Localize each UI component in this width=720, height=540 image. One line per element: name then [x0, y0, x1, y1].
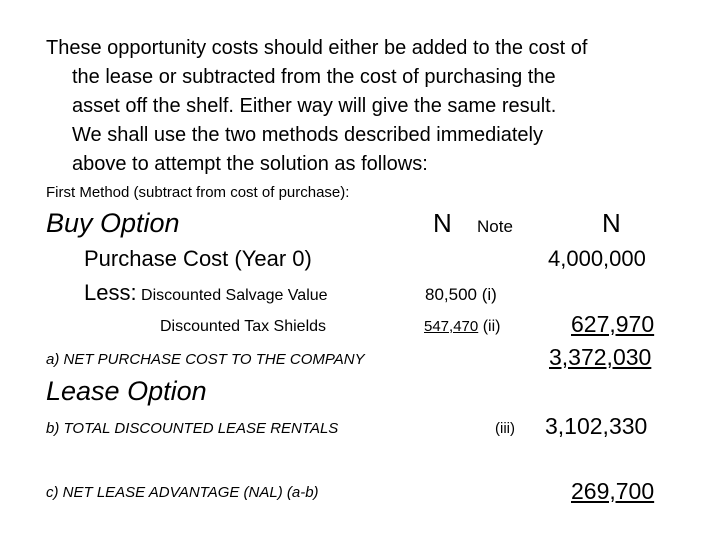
tax-shields-label: Discounted Tax Shields [160, 318, 327, 335]
column-n-right: N [602, 208, 621, 238]
intro-line: asset off the shelf. Either way will give the same result. [72, 95, 557, 117]
tax-shields-row [424, 318, 500, 336]
purchase-cost-value: 4,000,000 [548, 246, 646, 271]
intro-line: These opportunity costs should either be added to the cost of [46, 37, 588, 59]
column-n-mid: N [433, 208, 452, 238]
lease-rentals-label: b) TOTAL DISCOUNTED LEASE RENTALS [46, 420, 339, 437]
purchase-cost-label: Purchase Cost (Year 0) [84, 246, 312, 271]
less-label: Less: [84, 280, 137, 305]
buy-option-heading: Buy Option [46, 208, 180, 238]
tax-shields-note: (ii) [482, 318, 501, 335]
method-label: First Method (subtract from cost of purchase): [46, 184, 350, 201]
less-row [84, 280, 328, 306]
intro-paragraph [46, 34, 706, 179]
intro-line: We shall use the two methods described immediately [72, 124, 543, 146]
nal-value: 269,700 [571, 478, 655, 504]
nal-label: c) NET LEASE ADVANTAGE (NAL) (a-b) [46, 484, 319, 501]
net-purchase-cost-value: 3,372,030 [549, 344, 652, 370]
lease-option-heading: Lease Option [46, 376, 207, 406]
column-note: Note [477, 217, 513, 236]
salvage-label: Discounted Salvage Value [141, 287, 328, 304]
lease-rentals-value: 3,102,330 [545, 413, 648, 439]
net-purchase-cost-label: a) NET PURCHASE COST TO THE COMPANY [46, 351, 365, 368]
salvage-value: 80,500 (i) [425, 285, 497, 304]
lease-rentals-note: (iii) [495, 420, 515, 437]
intro-line: the lease or subtracted from the cost of purchasing the [72, 66, 556, 88]
tax-total-value: 627,970 [571, 311, 655, 337]
tax-shields-value: 547,470 [424, 318, 479, 335]
intro-line: above to attempt the solution as follows: [72, 153, 428, 175]
